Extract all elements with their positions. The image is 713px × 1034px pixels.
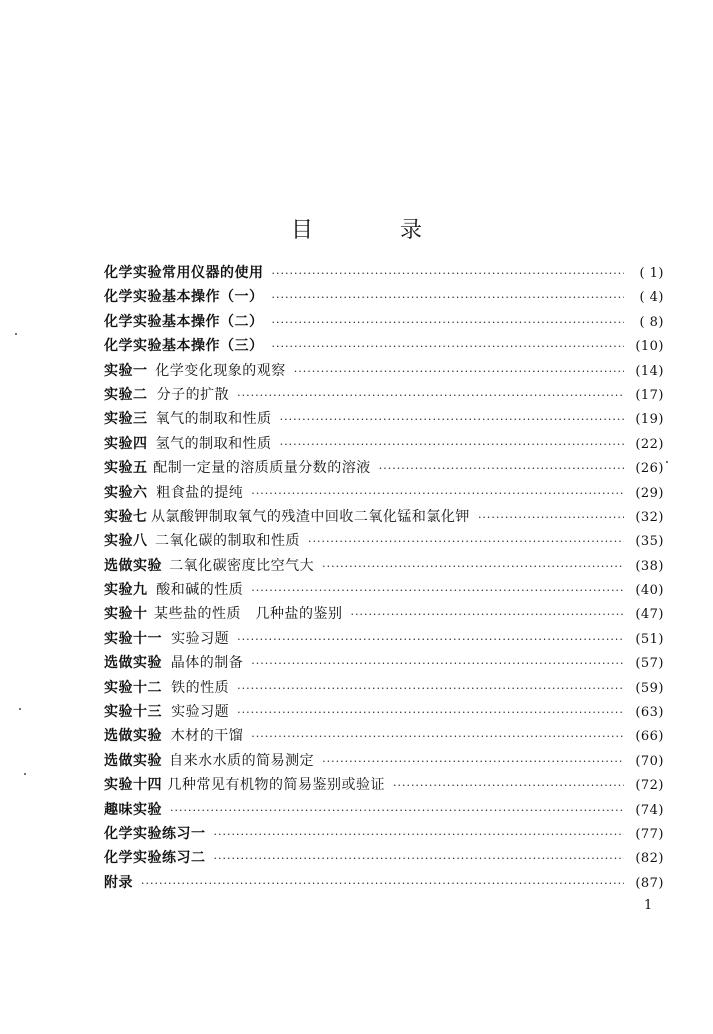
dot-leader <box>237 706 624 719</box>
toc-entry-label: 实验九 <box>104 582 148 599</box>
page-title: 目 录 <box>291 217 462 243</box>
dot-leader <box>214 852 625 865</box>
dot-leader <box>322 755 624 768</box>
toc-entry-label: 化学实验基本操作（二） <box>104 313 264 330</box>
toc-entry-title: 氢气的制取和性质 <box>155 435 272 452</box>
toc-entry-page: (32) <box>635 509 664 525</box>
toc-entry <box>104 506 664 530</box>
toc-entry <box>104 872 664 896</box>
toc-entry-page: ( 4) <box>639 290 664 306</box>
toc-entry-title: 自来水水质的简易测定 <box>169 752 315 769</box>
dot-leader <box>272 340 625 353</box>
scan-speck <box>15 333 17 335</box>
toc-entry-title: 木材的干馏 <box>170 728 244 745</box>
dot-leader <box>280 413 624 426</box>
scan-speck <box>19 708 21 710</box>
toc-entry-page: (26) <box>635 461 664 477</box>
dot-leader <box>272 267 625 280</box>
toc-entry-page: ( 1) <box>639 266 664 281</box>
toc-entry-label: 化学实验练习一 <box>104 825 206 842</box>
toc-entry <box>104 774 664 798</box>
dot-leader <box>237 682 624 695</box>
dot-leader <box>141 877 624 890</box>
toc-entry-page: (51) <box>635 631 664 647</box>
toc-entry-page: (82) <box>635 851 664 867</box>
toc-entry-title: 粗食盐的提纯 <box>156 484 244 501</box>
toc-entry <box>104 262 664 286</box>
toc-entry <box>104 847 664 871</box>
toc-entry-page: (38) <box>635 558 664 574</box>
toc-entry-page: (70) <box>635 753 664 769</box>
toc-entry-page: (59) <box>635 680 664 696</box>
toc-entry-label: 实验六 <box>104 484 148 501</box>
toc-entry-label: 选做实验 <box>104 752 162 769</box>
toc-entry-label: 选做实验 <box>104 557 162 574</box>
dot-leader <box>272 291 625 304</box>
toc-entry-label: 趣味实验 <box>104 801 162 818</box>
toc-entry-page: (57) <box>635 656 664 672</box>
toc-entry-title: 氧气的制取和性质 <box>155 411 272 428</box>
toc-entry-label: 化学实验常用仪器的使用 <box>104 265 264 281</box>
toc-entry <box>104 360 664 384</box>
toc-entry-page: (87) <box>635 875 664 891</box>
dot-leader <box>379 462 624 475</box>
dot-leader <box>308 535 624 548</box>
toc-entry <box>104 701 664 725</box>
dot-leader <box>251 657 624 670</box>
toc-entry-title: 铁的性质 <box>171 679 230 696</box>
toc-entry-label: 化学实验练习二 <box>104 850 206 867</box>
toc-entry-label: 实验三 <box>104 411 148 428</box>
dot-leader <box>393 779 624 792</box>
toc-entry <box>104 652 664 676</box>
dot-leader <box>478 511 624 524</box>
toc-entry-page: (72) <box>635 778 664 794</box>
toc-entry-label: 化学实验基本操作（三） <box>104 338 264 355</box>
dot-leader <box>170 804 624 817</box>
toc-entry-label: 实验一 <box>104 362 148 379</box>
toc-entry-label: 实验七 <box>104 508 148 525</box>
toc-entry-title: 二氧化碳的制取和性质 <box>154 533 300 550</box>
scan-speck <box>666 461 668 463</box>
dot-leader <box>251 487 624 500</box>
toc-entry-label: 实验十二 <box>104 679 162 696</box>
toc-entry-page: (47) <box>635 607 664 623</box>
toc-entry <box>104 823 664 847</box>
toc-entry <box>104 750 664 774</box>
toc-entry-label: 实验二 <box>104 386 148 403</box>
toc-entry-title: 实验习题 <box>171 630 230 647</box>
dot-leader <box>280 438 624 451</box>
toc-entry-title: 某些盐的性质 几种盐的鉴别 <box>153 606 343 623</box>
toc-entry-label: 选做实验 <box>104 655 162 672</box>
toc-entry <box>104 433 664 457</box>
dot-leader <box>294 365 624 378</box>
toc-entry-page: (22) <box>635 436 664 452</box>
toc-entry <box>104 335 664 359</box>
page-number: 1 <box>644 898 653 913</box>
toc-entry <box>104 311 664 335</box>
toc-entry-label: 附录 <box>104 874 133 891</box>
toc-entry-title: 晶体的制备 <box>170 655 244 672</box>
dot-leader <box>237 389 624 402</box>
toc-entry-page: (66) <box>635 729 664 745</box>
toc-entry <box>104 677 664 701</box>
dot-leader <box>251 584 624 597</box>
table-of-contents <box>104 262 664 896</box>
toc-entry <box>104 799 664 823</box>
dot-leader <box>272 316 625 329</box>
dot-leader <box>350 608 624 621</box>
scan-speck <box>24 773 26 775</box>
toc-entry-page: (14) <box>635 363 664 379</box>
toc-entry <box>104 579 664 603</box>
toc-entry-title: 配制一定量的溶质质量分数的溶液 <box>153 460 371 477</box>
toc-entry <box>104 555 664 579</box>
toc-entry-page: (63) <box>635 705 664 721</box>
toc-entry-title: 几种常见有机物的简易鉴别或验证 <box>167 777 385 794</box>
toc-entry-page: (74) <box>635 802 664 818</box>
toc-entry-page: (77) <box>635 826 664 842</box>
toc-entry-page: (10) <box>635 339 664 355</box>
toc-entry <box>104 457 664 481</box>
toc-entry-label: 实验十四 <box>104 777 162 794</box>
toc-entry <box>104 384 664 408</box>
toc-entry <box>104 286 664 310</box>
toc-entry-label: 实验十一 <box>104 630 162 647</box>
toc-entry-label: 实验五 <box>104 460 148 477</box>
toc-entry-label: 选做实验 <box>104 728 162 745</box>
toc-entry-page: ( 8) <box>639 314 664 330</box>
toc-entry-label: 实验八 <box>104 533 148 550</box>
dot-leader <box>237 633 624 646</box>
toc-entry-page: (19) <box>635 412 664 428</box>
toc-entry-page: (40) <box>635 583 664 599</box>
toc-entry-title: 化学变化现象的观察 <box>155 362 286 379</box>
toc-entry-page: (35) <box>635 534 664 550</box>
toc-entry-label: 化学实验基本操作（一） <box>104 289 264 306</box>
toc-entry <box>104 530 664 554</box>
toc-entry <box>104 603 664 627</box>
toc-entry <box>104 408 664 432</box>
toc-entry-label: 实验四 <box>104 435 148 452</box>
toc-entry <box>104 725 664 749</box>
toc-entry-title: 从氯酸钾制取氧气的残渣中回收二氧化锰和氯化钾 <box>150 508 470 525</box>
toc-entry-label: 实验十三 <box>104 704 162 721</box>
toc-entry <box>104 628 664 652</box>
toc-entry-title: 实验习题 <box>171 704 230 721</box>
toc-entry-title: 二氧化碳密度比空气大 <box>169 557 315 574</box>
dot-leader <box>322 560 624 573</box>
dot-leader <box>251 730 624 743</box>
toc-entry-page: (29) <box>635 485 664 501</box>
dot-leader <box>214 828 625 841</box>
toc-entry-label: 实验十 <box>104 606 148 623</box>
toc-entry-title: 酸和碱的性质 <box>156 582 244 599</box>
toc-entry-title: 分子的扩散 <box>156 386 230 403</box>
toc-entry-page: (17) <box>635 387 664 403</box>
toc-entry <box>104 482 664 506</box>
